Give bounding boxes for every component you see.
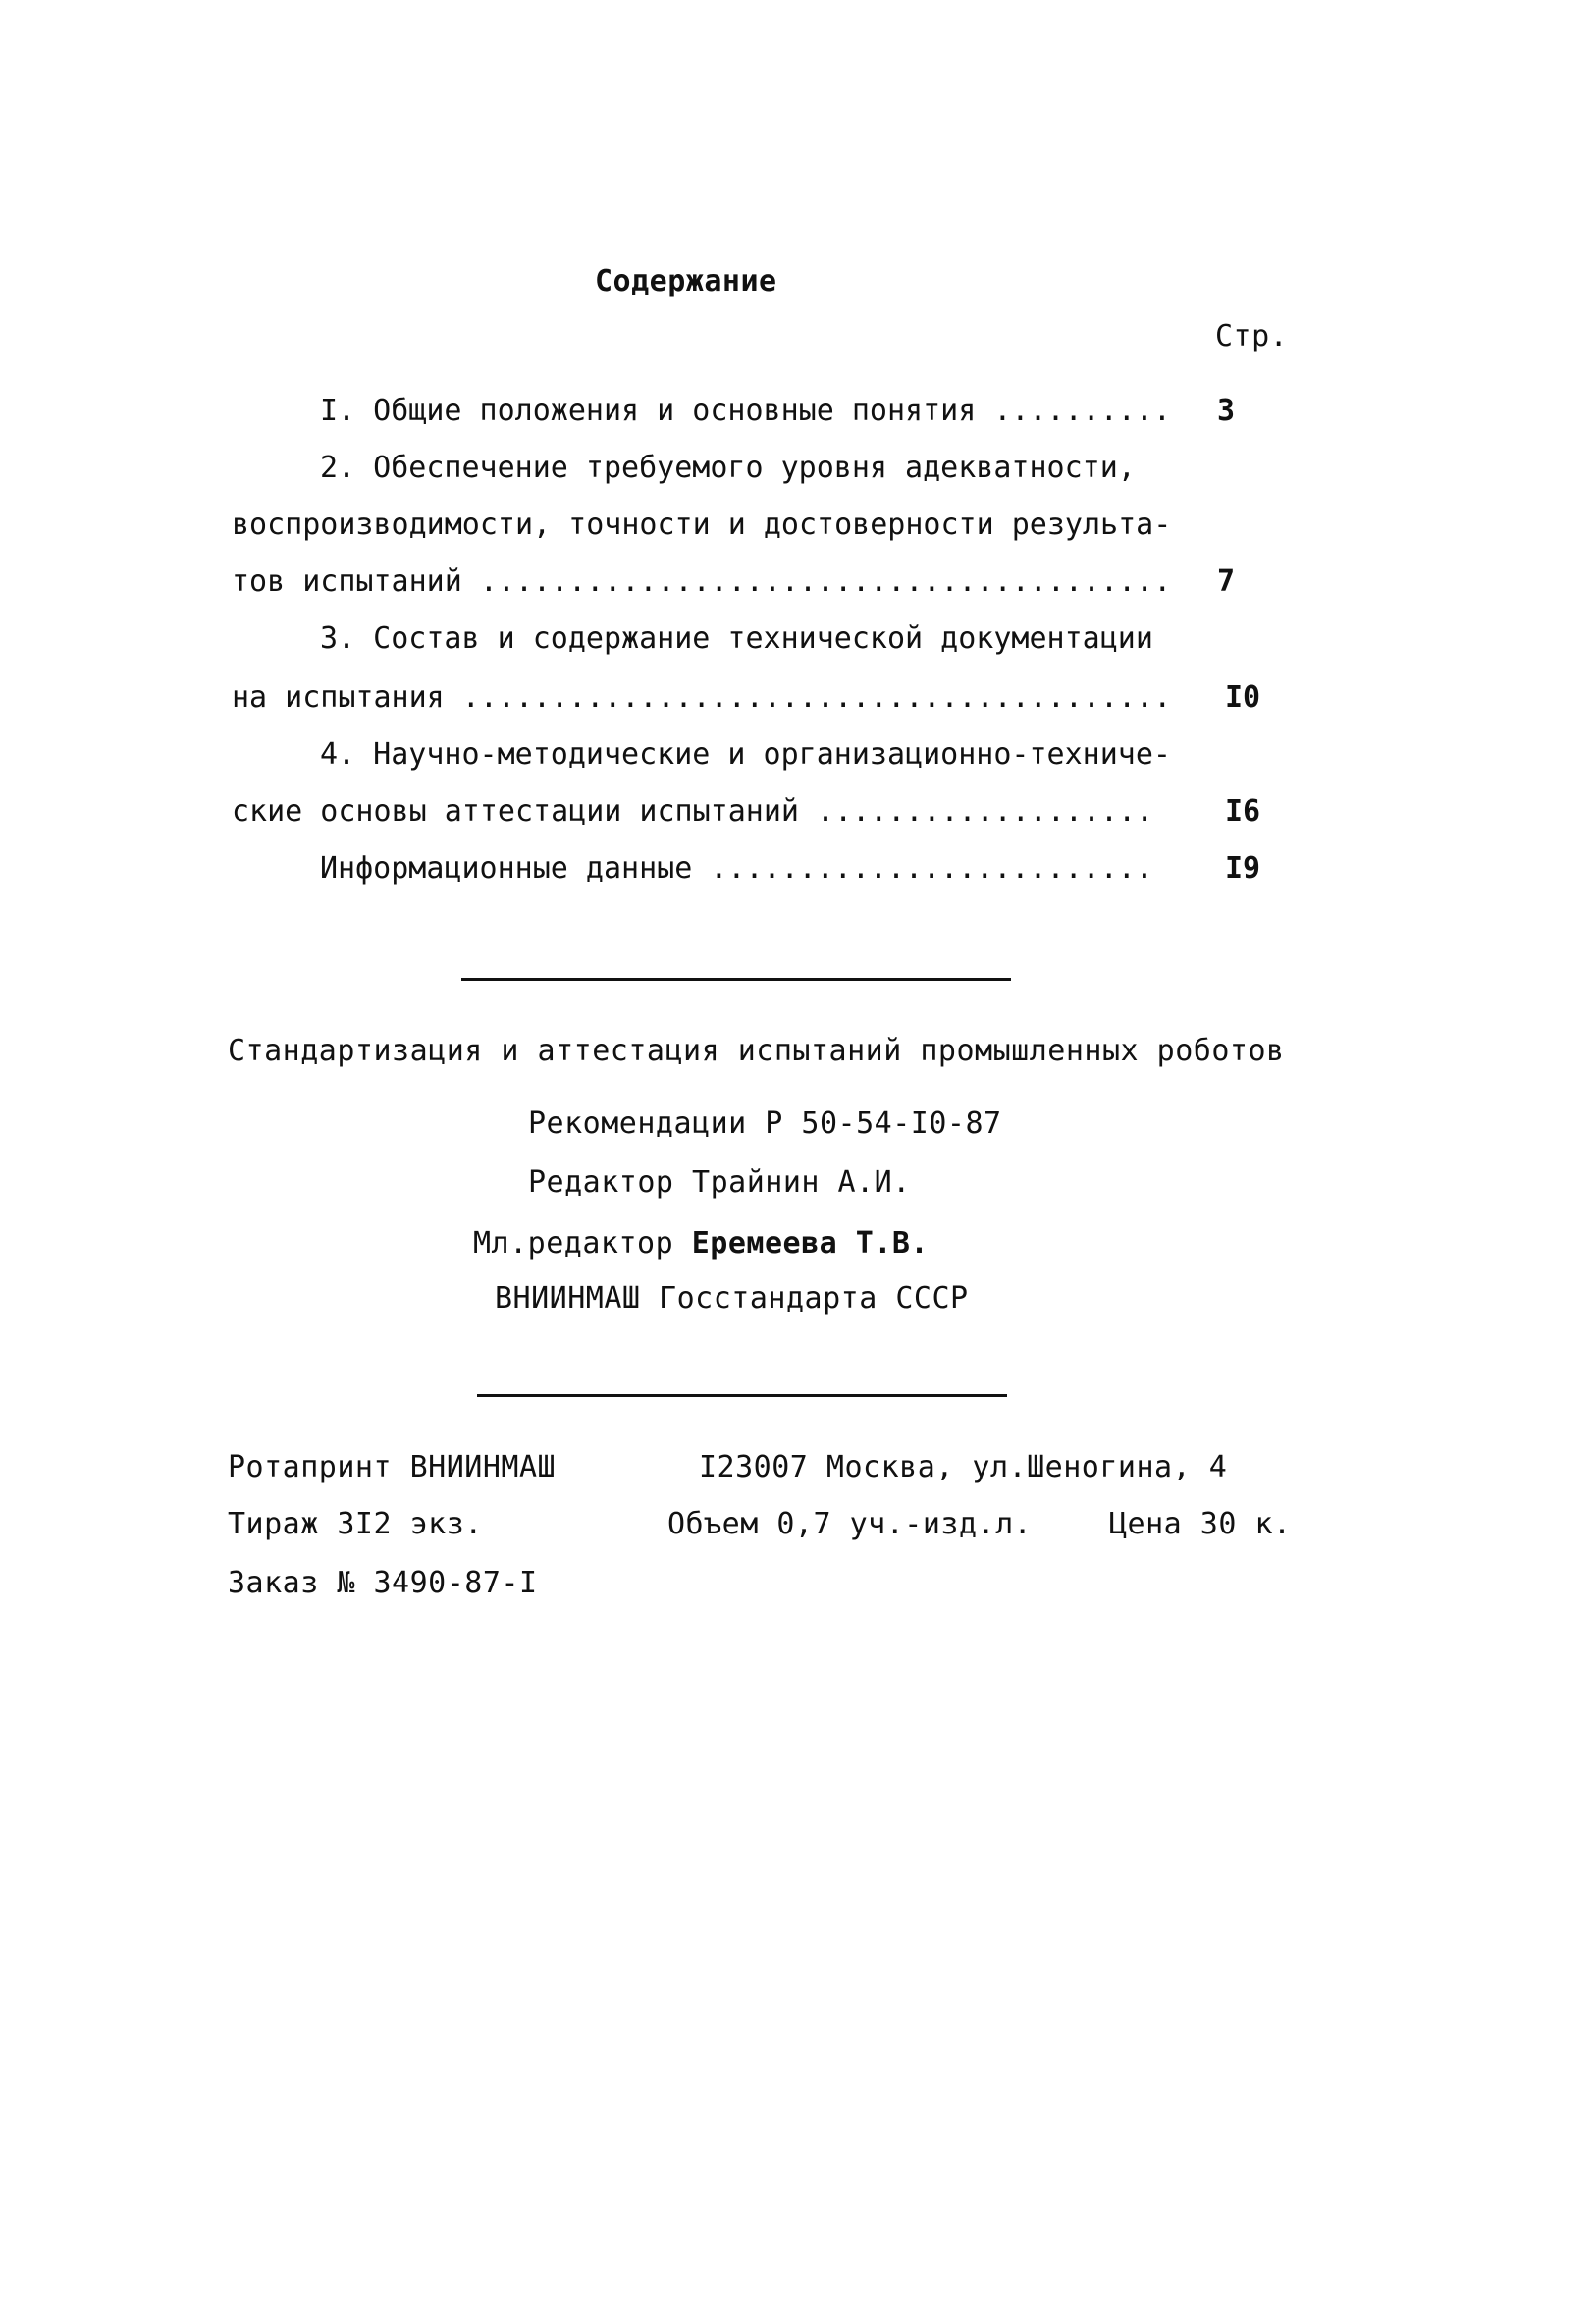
toc-item-2-line-1: 2. Обеспечение требуемого уровня адекватности, [320,451,1136,485]
imprint-volume: Объем 0,7 уч.-изд.л. [667,1507,1033,1541]
toc-page-header: Стр. [1215,319,1289,353]
toc-item-1-page: 3 [1217,394,1236,428]
toc-item-2-page: 7 [1217,565,1236,599]
toc-item-4-line-1: 4. Научно-методические и организационно-техниче- [320,737,1171,772]
toc-item-3-line-2: на испытания ........................................ [232,680,1172,715]
toc-item-1 [320,395,1171,428]
colophon-editor: Редактор Трайнин А.И. [528,1165,911,1200]
toc-item-2-line-2: воспроизводимости, точности и достоверности результа- [232,508,1172,542]
junior-editor-label: Мл.редактор [473,1226,674,1261]
toc-item-4-line-2: ские основы аттестации испытаний ................... [232,794,1154,829]
imprint-order: Заказ № 3490-87-I [228,1566,538,1600]
toc-item-5: Информационные данные ......................... [320,851,1153,886]
colophon-title: Стандартизация и аттестация испытаний промышленных роботов [228,1034,1285,1068]
toc-item-1-text: I. Общие положения и основные понятия .......... [320,394,1171,428]
divider-bottom [477,1394,1007,1397]
divider-top [461,978,1011,981]
imprint-printer: Ротапринт ВНИИНМАШ [228,1450,557,1484]
toc-item-3-line-1: 3. Состав и содержание технической документации [320,621,1153,656]
junior-editor-name: Еремеева Т.В. [691,1226,930,1261]
toc-item-5-page: I9 [1225,851,1261,886]
toc-item-2-line-3: тов испытаний ....................................... [232,565,1172,599]
toc-item-4-page: I6 [1225,794,1261,829]
imprint-price: Цена 30 к. [1109,1507,1292,1541]
colophon-recommendation: Рекомендации Р 50-54-I0-87 [528,1106,1002,1141]
toc-item-3-page: I0 [1225,680,1261,715]
colophon-publisher: ВНИИНМАШ Госстандарта СССР [495,1281,969,1316]
toc-title: Содержание [595,264,777,298]
imprint-circulation: Тираж 3I2 экз. [228,1507,483,1541]
colophon-junior-editor [473,1227,929,1261]
imprint-address: I23007 Москва, ул.Шеногина, 4 [699,1450,1228,1484]
